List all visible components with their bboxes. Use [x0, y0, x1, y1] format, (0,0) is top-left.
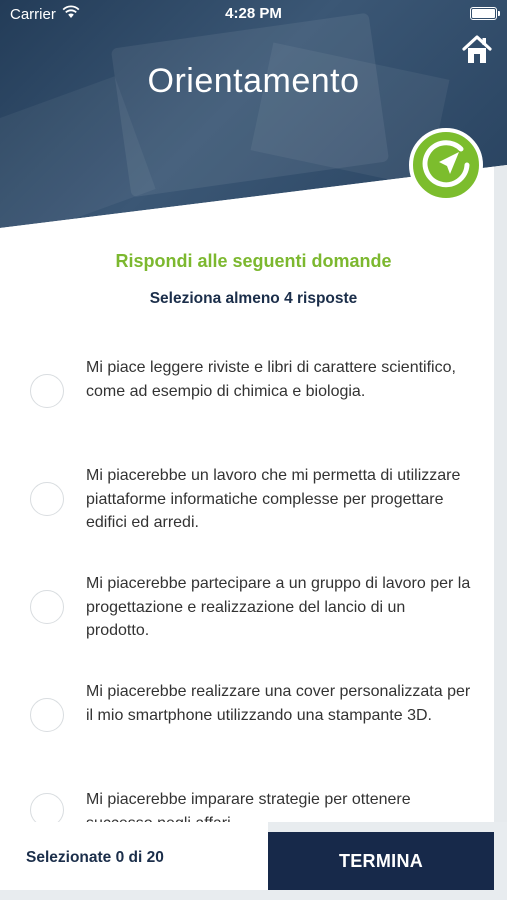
question-list: [0, 330, 494, 822]
orientation-compass-icon: [409, 128, 483, 202]
question-radio[interactable]: [30, 590, 64, 624]
question-item[interactable]: [0, 572, 494, 672]
instruction-text: Seleziona almeno 4 risposte: [149, 290, 358, 307]
selection-counter: Selezionate 0 di 20: [26, 849, 164, 866]
footer-counter-area: [0, 822, 268, 890]
question-text: Mi piace leggere riviste e libri di carattere scientifico, come ad esempio di chimica e biologia.: [86, 359, 456, 400]
question-item[interactable]: [0, 356, 494, 456]
question-text: Mi piacerebbe un lavoro che mi permetta di utilizzare piattaforme informatiche complesse per progettare edifici ed arredi.: [86, 467, 461, 531]
page-title: Orientamento: [147, 62, 360, 100]
footer-bar: [0, 822, 507, 900]
carrier-label: Carrier: [10, 5, 56, 23]
question-text: Mi piacerebbe imparare strategie per ottenere: [86, 791, 411, 808]
question-item[interactable]: [0, 680, 494, 780]
section-subtitle: Rispondi alle seguenti domande: [115, 251, 392, 271]
question-text: Mi piacerebbe partecipare a un gruppo di lavoro per la progettazione e realizzazione del lancio di un prodotto.: [86, 575, 471, 639]
status-time: 4:28 PM: [225, 5, 282, 22]
question-radio[interactable]: [30, 482, 64, 516]
question-radio[interactable]: [30, 698, 64, 732]
status-bar: [0, 0, 507, 28]
battery-icon: [470, 7, 497, 20]
question-radio[interactable]: [30, 374, 64, 408]
question-item[interactable]: [0, 464, 494, 564]
question-text: Mi piacerebbe realizzare una cover personalizzata per il mio smartphone utilizzando una stampante 3D.: [86, 683, 471, 724]
submit-button[interactable]: TERMINA: [268, 832, 494, 890]
